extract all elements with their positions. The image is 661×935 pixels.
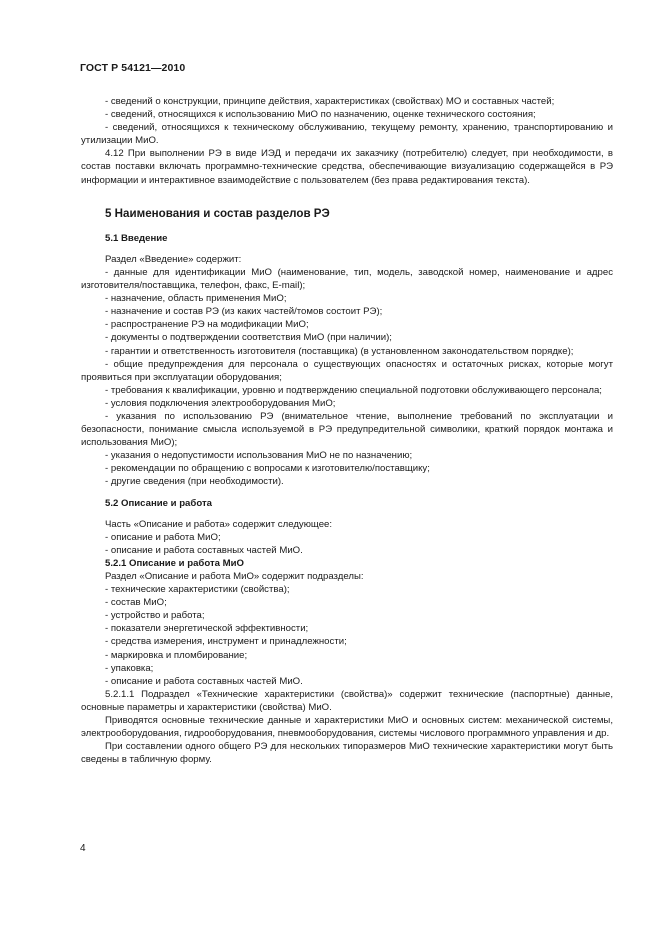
paragraph: Приводятся основные технические данные и характеристики МиО и основных систем: механической системы, электрооборудования, гидрооборудования, пневмооборудования, системы числового программного управления и др. bbox=[81, 715, 613, 740]
list-item: - состав МиО; bbox=[105, 597, 167, 609]
document-body bbox=[81, 95, 613, 766]
list-item: - общие предупреждения для персонала о существующих опасностях и остаточных рисках, которые могут проявиться при эксплуатации оборудования; bbox=[81, 358, 613, 383]
list-item: - распространение РЭ на модификации МиО; bbox=[105, 319, 309, 331]
list-item: - назначение и состав РЭ (из каких частей/томов состоит РЭ); bbox=[105, 306, 383, 318]
paragraph: При составлении одного общего РЭ для нескольких типоразмеров МиО технические характеристики могут быть сведены в табличную форму. bbox=[81, 741, 613, 766]
paragraph-4-12: 4.12 При выполнении РЭ в виде ИЭД и передачи их заказчику (потребителю) следует, при необходимости, в состав поставки включать программно-технические средства, обеспечивающие визуализацию содержащейся в РЭ информации и интерактивное взаимодействие с пользователем (без права редактирования текста). bbox=[81, 148, 613, 186]
list-item: - документы о подтверждении соответствия МиО (при наличии); bbox=[105, 332, 392, 344]
list-item: - требования к квалификации, уровню и подтверждению специальной подготовки обслуживающего персонала; bbox=[105, 384, 602, 396]
section-5-1-heading: 5.1 Введение bbox=[105, 232, 168, 244]
list-item: - сведений, относящихся к использованию МиО по назначению, оценке технического состояния; bbox=[105, 109, 536, 121]
list-item: - средства измерения, инструмент и принадлежности; bbox=[105, 636, 347, 648]
section-5-2-1-heading: 5.2.1 Описание и работа МиО bbox=[105, 557, 244, 569]
list-item: - гарантии и ответственность изготовителя (поставщика) (в установленном законодательством порядке); bbox=[105, 345, 574, 357]
section-5-2-heading: 5.2 Описание и работа bbox=[105, 497, 212, 509]
section-5-heading: 5 Наименования и состав разделов РЭ bbox=[105, 206, 330, 220]
list-item: - указания по использованию РЭ (внимательное чтение, выполнение требований по эксплуатации и безопасности, понимание смысла используемой в РЭ предупредительной символики, краткий порядок монтажа и использования МиО); bbox=[81, 410, 613, 449]
list-item: - указания о недопустимости использования МиО не по назначению; bbox=[105, 450, 413, 462]
list-item: - описание и работа МиО; bbox=[105, 531, 221, 543]
list-item: - описание и работа составных частей МиО. bbox=[105, 544, 303, 556]
list-item: - технические характеристики (свойства); bbox=[105, 584, 290, 596]
paragraph-5-2-1-1: 5.2.1.1 Подраздел «Технические характеристики (свойства)» содержит технические (паспортные) данные, основные параметры и характеристики (свойства) МиО. bbox=[81, 688, 613, 713]
list-item: - назначение, область применения МиО; bbox=[105, 293, 287, 305]
list-item: - показатели энергетической эффективности; bbox=[105, 623, 309, 635]
list-item: - упаковка; bbox=[105, 662, 154, 674]
list-item: - другие сведения (при необходимости). bbox=[105, 476, 284, 488]
page-number: 4 bbox=[80, 843, 86, 854]
list-item: - устройство и работа; bbox=[105, 610, 205, 622]
list-item: - маркировка и пломбирование; bbox=[105, 649, 248, 661]
section-5-2-1-lead: Раздел «Описание и работа МиО» содержит подразделы: bbox=[105, 571, 364, 582]
list-item: - данные для идентификации МиО (наименование, тип, модель, заводской номер, наименование и адрес изготовителя/поставщика, телефон, факс, E-mail); bbox=[81, 266, 613, 292]
list-item: - описание и работа составных частей МиО. bbox=[105, 675, 303, 687]
list-item: - условия подключения электрооборудования МиО; bbox=[105, 397, 336, 409]
section-5-2-lead: Часть «Описание и работа» содержит следующее: bbox=[105, 518, 333, 530]
list-item: - рекомендации по обращению с вопросами к изготовителю/поставщику; bbox=[105, 463, 430, 475]
list-item: - сведений, относящихся к техническому обслуживанию, текущему ремонту, хранению, транспортированию и утилизации МиО. bbox=[81, 122, 613, 147]
list-item: - сведений о конструкции, принципе действия, характеристиках (свойствах) МО и составных частей; bbox=[105, 96, 555, 107]
document-header: ГОСТ Р 54121—2010 bbox=[80, 62, 186, 74]
section-5-1-lead: Раздел «Введение» содержит: bbox=[105, 253, 242, 265]
